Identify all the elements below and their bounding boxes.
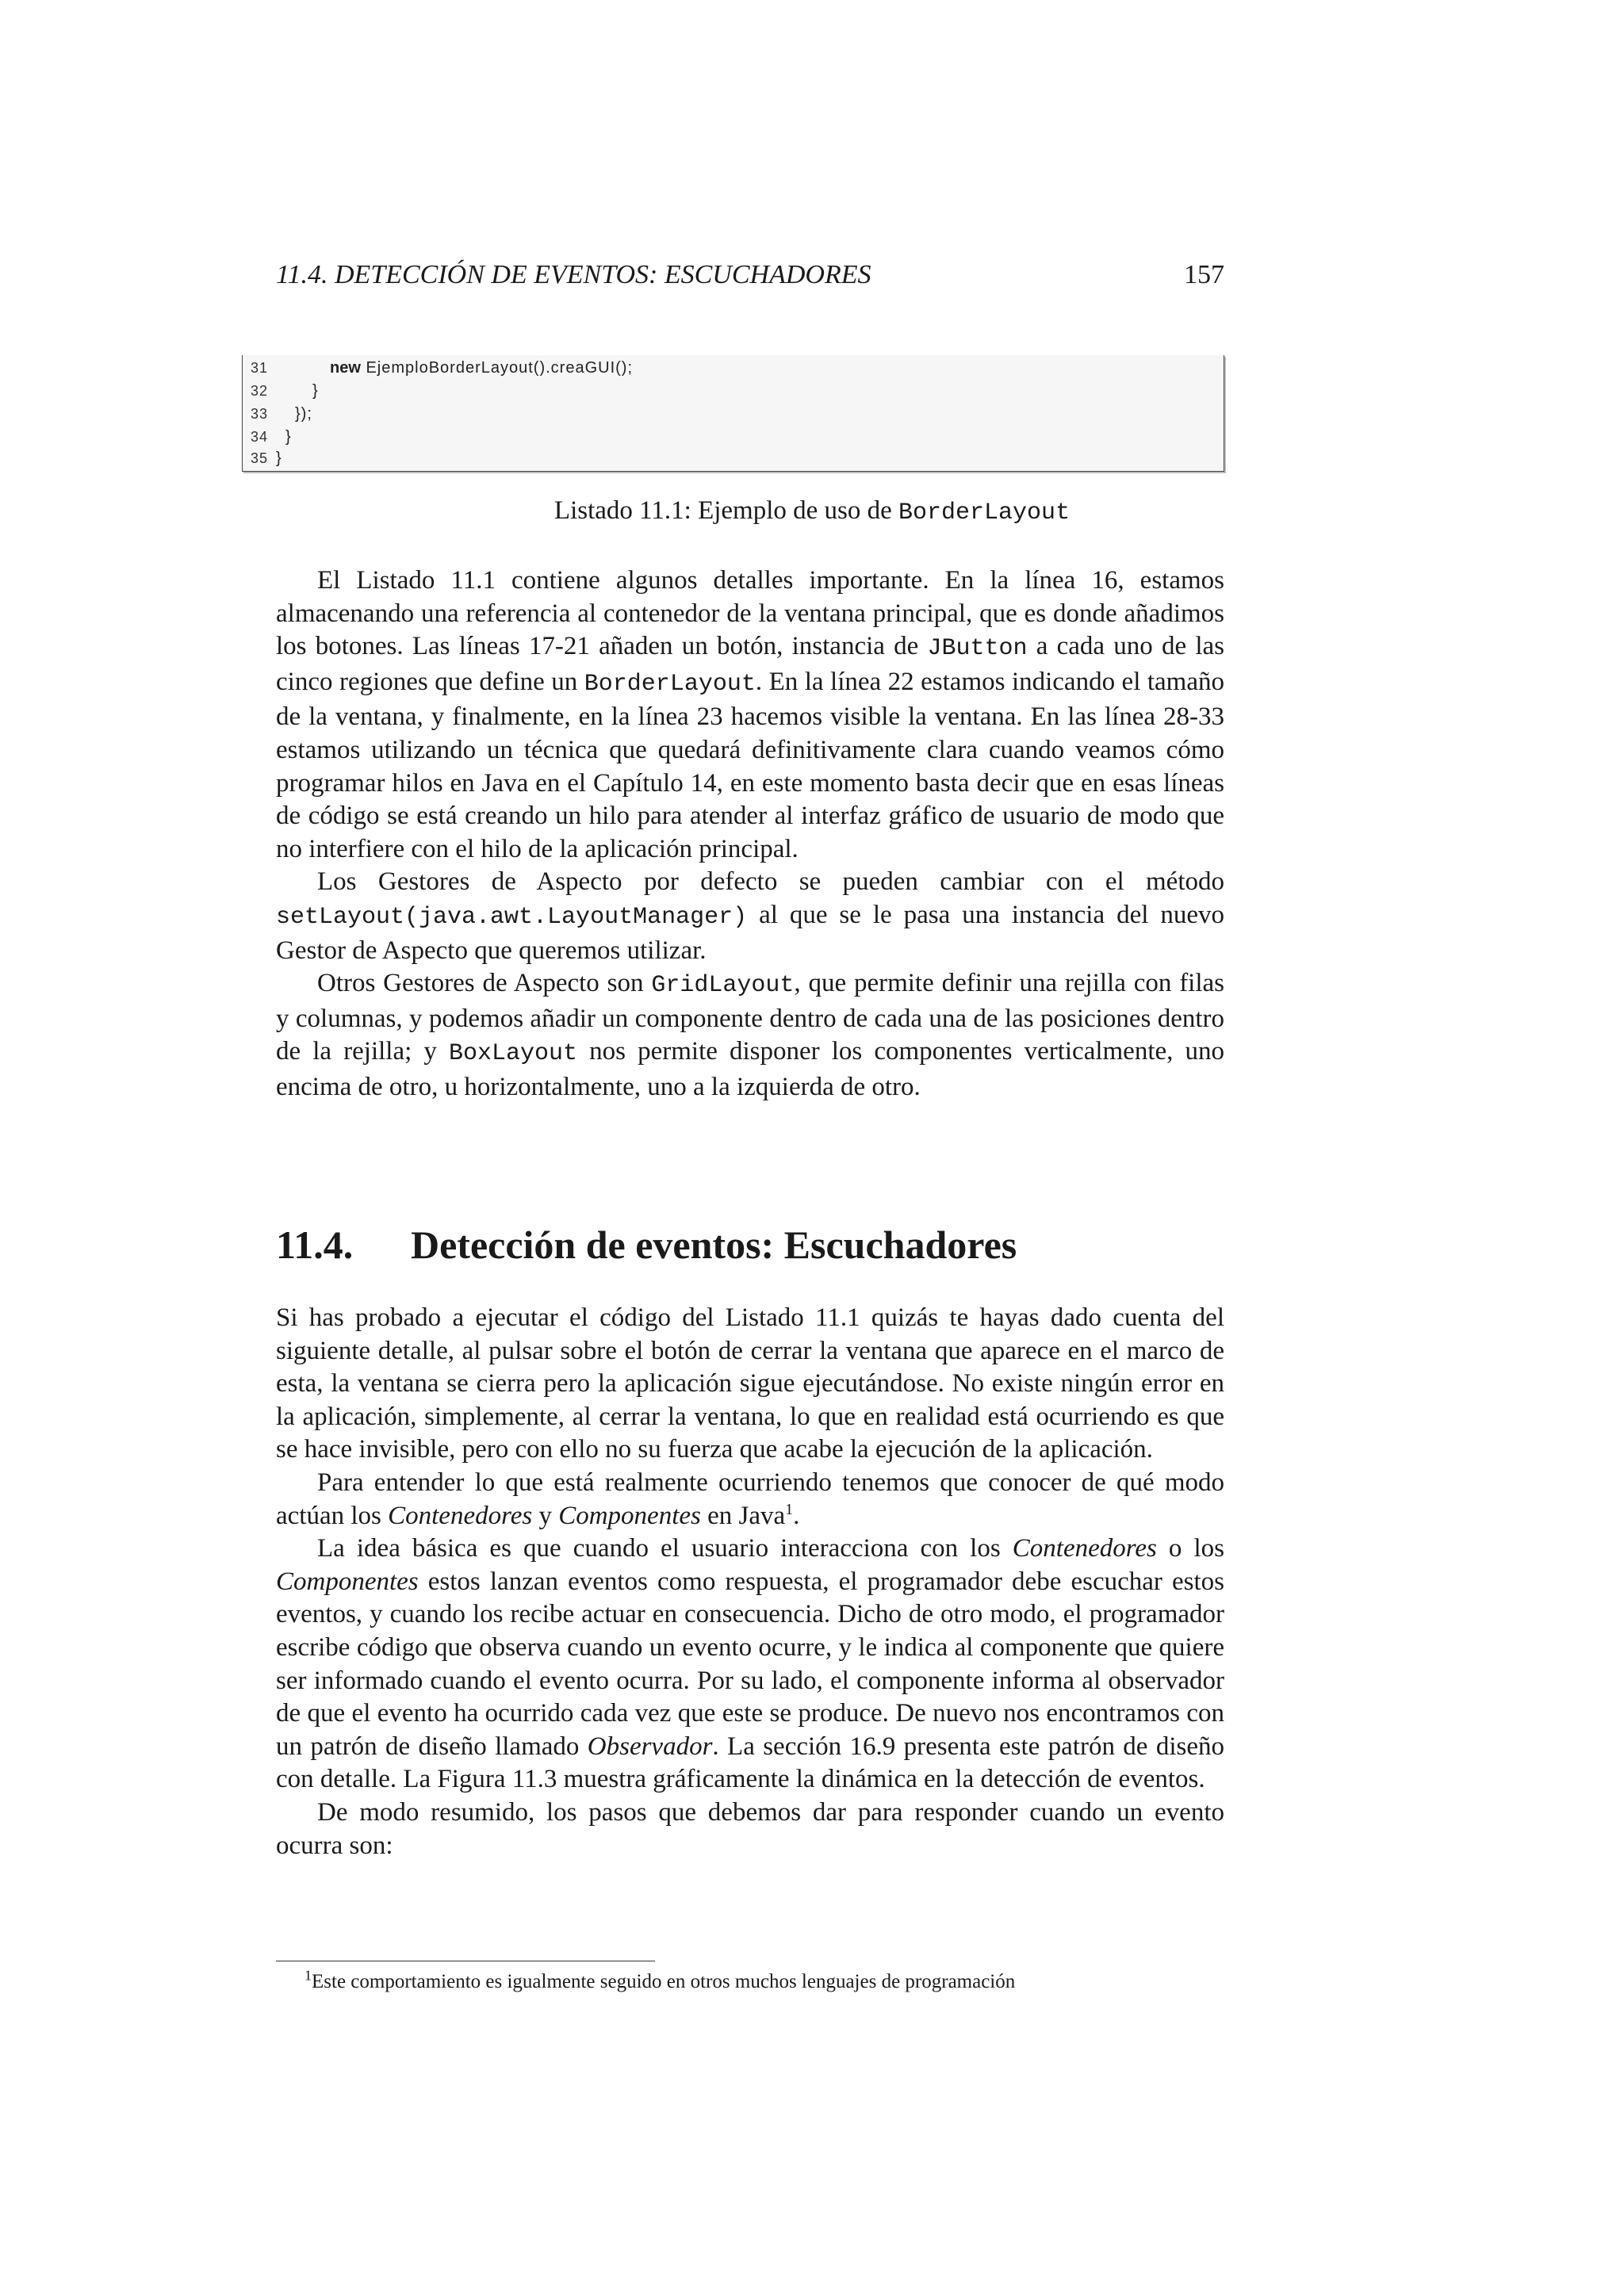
code-line <box>243 447 282 470</box>
code-text: } <box>276 450 282 467</box>
section-number: 11.4. <box>276 1223 354 1267</box>
line-number: 34 <box>251 429 269 445</box>
page-number: 157 <box>1184 260 1224 289</box>
paragraph: De modo resumido, los pasos que debemos dar para responder cuando un evento ocurra son: <box>276 1797 1224 1860</box>
line-number: 32 <box>251 383 269 399</box>
footnote-marker: 1 <box>785 1500 794 1518</box>
paragraph: Para entender lo que está realmente ocurriendo tenemos que conocer de qué modo actúan los Contenedores y Componentes en Java$^1$. <box>276 1468 1224 1530</box>
listing-caption: Listado 11.1: Ejemplo de uso de BorderLayout <box>553 496 1071 526</box>
paragraph: El Listado 11.1 contiene algunos detalles importante. En la línea 16, estamos almacenando una referencia al contenedor de la ventana principal, que es donde añadimos los botones. Las líneas 17-21 añaden un botón, instancia de JButton a cada uno de las cinco regiones que define un BorderLayout. En la línea 22 estamos indicando el tamaño de la ventana, y finalmente, en la línea 23 hacemos visible la ventana. En las línea 28-33 estamos utilizando un técnica que quedará definitivamente clara cuando veamos cómo programar hilos en Java en el Capítulo 14, en este momento basta decir que en esas líneas de código se está creando un hilo para atender al interfaz gráfico de usuario de modo que no interfiere con el hilo de la aplicación principal. <box>276 566 1224 863</box>
code-line <box>243 426 292 449</box>
section-heading <box>276 1221 1224 1269</box>
line-number: 35 <box>251 450 269 466</box>
code-text: } <box>312 382 319 400</box>
running-head-title: 11.4. DETECCIÓN DE EVENTOS: ESCUCHADORES <box>276 260 871 289</box>
footnote <box>304 1969 1224 1996</box>
running-head <box>276 262 1224 289</box>
section-title: Detección de eventos: Escuchadores <box>411 1223 1017 1267</box>
paragraph: La idea básica es que cuando el usuario interacciona con los Contenedores o los Componentes estos lanzan eventos como respuesta, el programador debe escuchar estos eventos, y cuando los recibe actuar en consecuencia. Dicho de otro modo, el programador escribe código que observa cuando un evento ocurre, y le indica al componente que quiere ser informado cuando el evento ocurra. Por su lado, el componente informa al observador de que el evento ha ocurrido cada vez que este se produce. De nuevo nos encontramos con un patrón de diseño llamado Observador. La sección 16.9 presenta este patrón de diseño con detalle. La Figura 11.3 muestra gráficamente la dinámica en la detección de eventos. <box>276 1534 1225 1794</box>
code-listing <box>242 355 1224 472</box>
body-text-upper <box>276 564 1224 1104</box>
code-text: }); <box>295 405 312 423</box>
code-line <box>243 403 312 426</box>
footnote-text: Este comportamiento es igualmente seguido en otros muchos lenguajes de programación <box>312 1971 1016 1992</box>
code-line <box>243 357 633 380</box>
code-text: } <box>285 428 292 446</box>
paragraph: Otros Gestores de Aspecto son GridLayout, que permite definir una rejilla con filas y columnas, y podemos añadir un componente dentro de cada una de las posiciones dentro de la rejilla; y BoxLayout nos permite disponer los componentes verticalmente, uno encima de otro, u horizontalmente, uno a la izquierda de otro. <box>276 969 1225 1101</box>
line-number: 33 <box>251 406 269 422</box>
paragraph: Si has probado a ejecutar el código del Listado 11.1 quizás te hayas dado cuenta del siguiente detalle, al pulsar sobre el botón de cerrar la ventana que aparece en el marco de esta, la ventana se cierra pero la aplicación sigue ejecutándose. No existe ningún error en la aplicación, simplemente, al cerrar la ventana, lo que en realidad está ocurriendo es que se hace invisible, pero con ello no su fuerza que acabe la ejecución de la aplicación. <box>276 1303 1224 1464</box>
code-line <box>243 380 319 403</box>
code-text: EjemploBorderLayout().creaGUI(); <box>360 359 634 377</box>
code-keyword: new <box>330 359 361 377</box>
body-text-lower <box>276 1302 1224 1862</box>
line-number: 31 <box>251 360 269 376</box>
paragraph: Los Gestores de Aspecto por defecto se pueden cambiar con el método setLayout(java.awt.LayoutManager) al que se le pasa una instancia del nuevo Gestor de Aspecto que queremos utilizar. <box>276 867 1224 965</box>
footnote-mark: 1 <box>304 1967 312 1984</box>
